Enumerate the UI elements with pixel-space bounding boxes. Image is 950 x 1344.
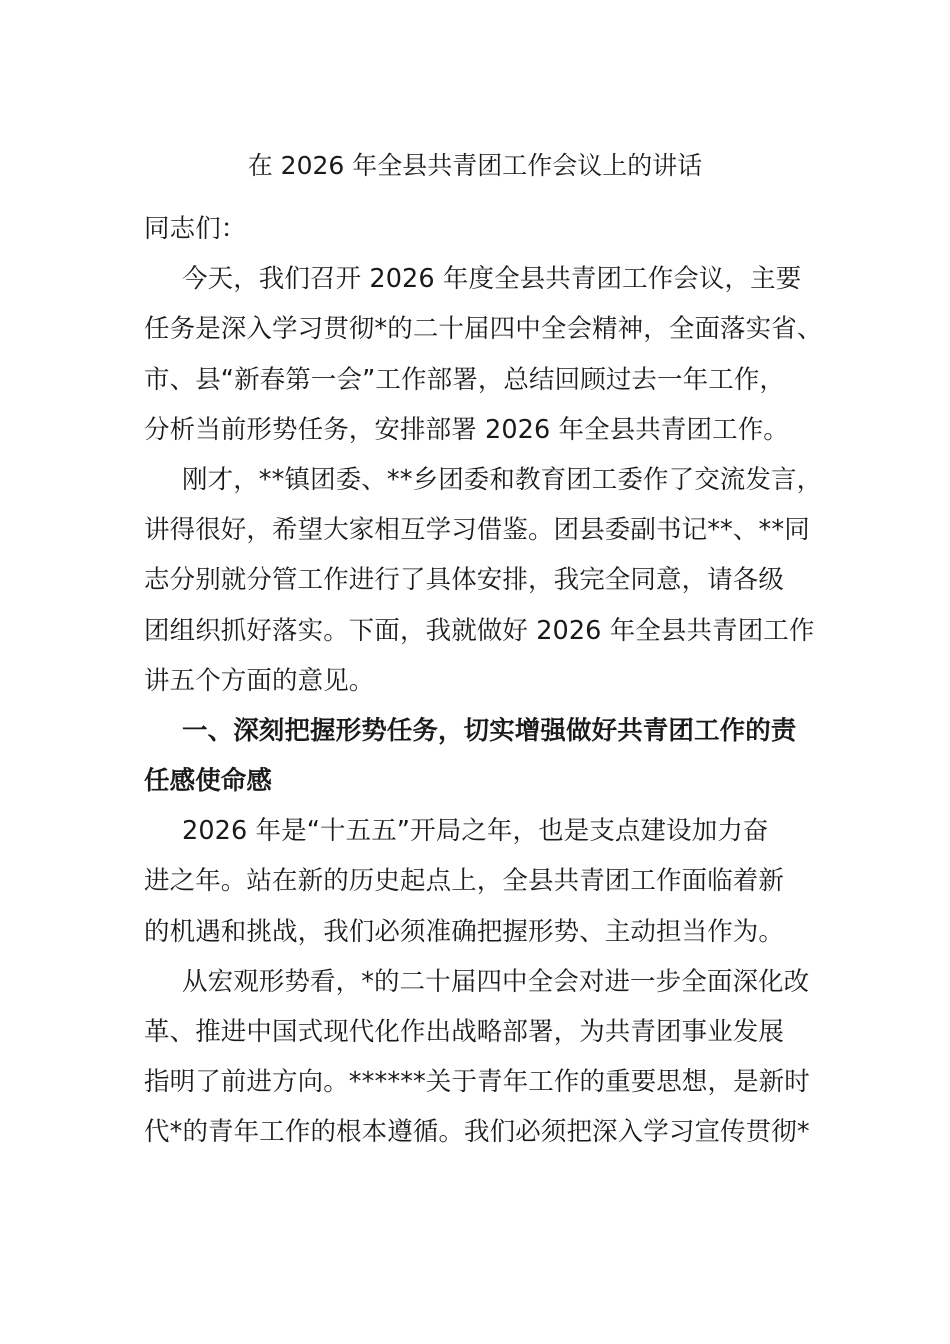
paragraph-4-line-3: 指明了前进方向。******关于青年工作的重要思想，是新时 — [144, 1067, 810, 1098]
paragraph-2-line-2: 讲得很好，希望大家相互学习借鉴。团县委副书记**、**同 — [144, 515, 810, 546]
paragraph-4-line-2: 革、推进中国式现代化作出战略部署，为共青团事业发展 — [144, 1017, 785, 1047]
paragraph-1-line-2: 任务是深入学习贯彻*的二十届四中全会精神，全面落实省、 — [144, 314, 823, 345]
paragraph-1-line-1: 今天，我们召开 2026 年度全县共青团工作会议，主要 — [182, 264, 802, 295]
paragraph-2-line-4: 团组织抓好落实。下面，我就做好 2026 年全县共青团工作 — [144, 615, 815, 646]
paragraph-1-line-4: 分析当前形势任务，安排部署 2026 年全县共青团工作。 — [144, 414, 789, 445]
paragraph-1-line-3: 市、县“新春第一会”工作部署，总结回顾过去一年工作， — [144, 364, 786, 395]
paragraph-2-line-3: 志分别就分管工作进行了具体安排，我完全同意，请各级 — [144, 565, 785, 596]
paragraph-3-line-1: 2026 年是“十五五”开局之年，也是支点建设加力奋 — [182, 816, 769, 847]
paragraph-3-line-3: 的机遇和挑战，我们必须准确把握形势、主动担当作为。 — [144, 916, 785, 947]
salutation: 同志们： — [144, 214, 247, 244]
paragraph-4-line-4: 代*的青年工作的根本遵循。我们必须把深入学习宣传贯彻* — [144, 1117, 810, 1148]
paragraph-3-line-2: 进之年。站在新的历史起点上，全县共青团工作面临着新 — [144, 866, 785, 897]
paragraph-2-line-5: 讲五个方面的意见。 — [144, 665, 375, 696]
speech-title: 在 2026 年全县共青团工作会议上的讲话 — [247, 151, 703, 180]
section-heading-1-line-2: 任感使命感 — [144, 766, 273, 797]
paragraph-2-line-1: 刚才，**镇团委、**乡团委和教育团工委作了交流发言， — [182, 464, 823, 495]
paragraph-4-line-1: 从宏观形势看，*的二十届四中全会对进一步全面深化改 — [182, 966, 810, 997]
speech-body — [144, 207, 823, 1161]
section-heading-1-line-1: 一、深刻把握形势任务，切实增强做好共青团工作的责 — [182, 715, 797, 746]
